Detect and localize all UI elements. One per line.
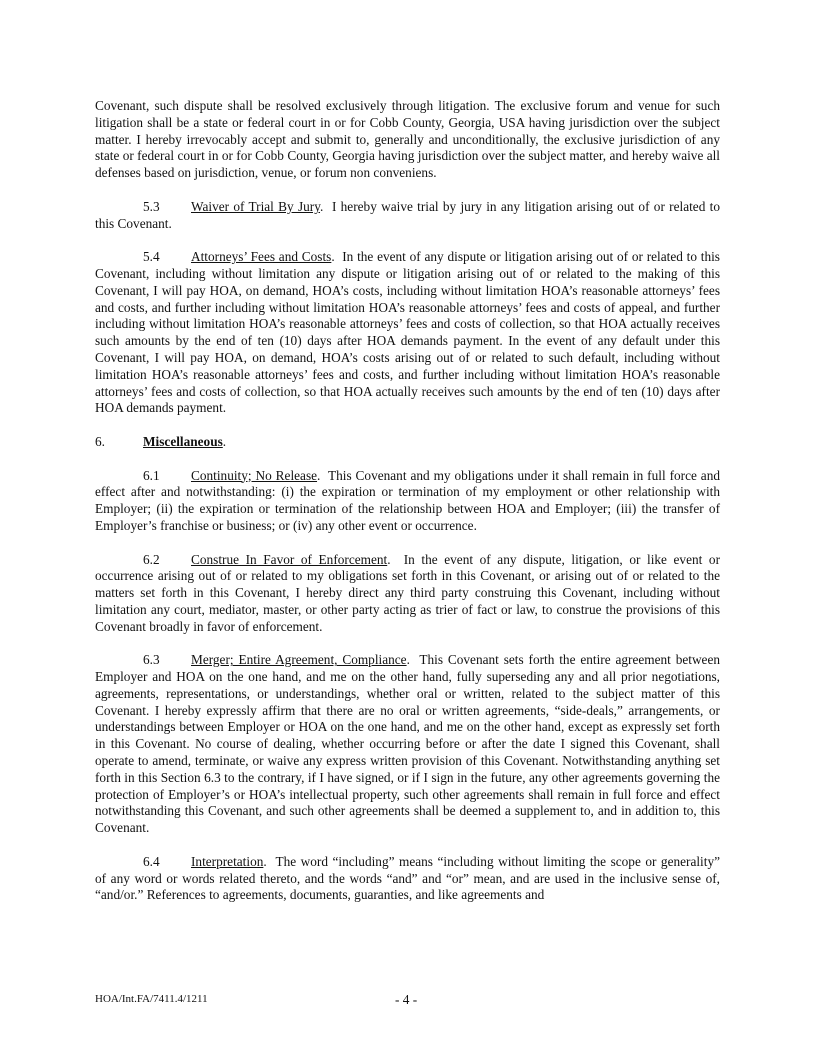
section-body: This Covenant and my obligations under it shall remain in full force and effect after and notwithstanding: (i) the expiration or termination of my employment or other relationship with Employer; (ii) the expiration or termination of the relationship between HOA and Employer; (iii) the transfer of Employer’s franchise or business; or (iv) any other event or occurrence. — [95, 467, 720, 533]
document-page — [95, 98, 720, 921]
continuation-paragraph: Covenant, such dispute shall be resolved exclusively through litigation. The exclusive forum and venue for such litigation shall be a state or federal court in or for Cobb County, Georgia, USA having jurisdiction over the subject matter. I hereby irrevocably accept and submit to, generally and unconditionally, the exclusive jurisdiction of any state or federal court in or for Cobb County, Georgia having jurisdiction over the subject matter, and hereby waive all defenses based on jurisdiction, venue, or forum non conveniens. — [95, 98, 720, 181]
section-title: Attorneys’ Fees and Costs — [191, 249, 332, 265]
section-number: 6.1 — [143, 467, 160, 483]
section-number: 6.2 — [143, 551, 160, 567]
section-6-2: 6.2 Construe In Favor of Enforcement. In the event of any dispute, litigation, or like event or occurrence arising out of or related to my obligations set forth in this Covenant, or arising out of or related to the matters set forth in this Covenant, I hereby direct any third party construing this Covenant, including without limitation any court, mediator, master, or other party acting as trier of fact or law, to construe the provisions of this Covenant broadly in favor of enforcement. — [95, 551, 720, 634]
section-5-4: 5.4 Attorneys’ Fees and Costs. In the event of any dispute or litigation arising out of or related to this Covenant, including without limitation any dispute or litigation arising out of or related to the making of this Covenant, I will pay HOA, on demand, HOA’s costs, including without limitation HOA’s reasonable attorneys’ fees and costs, and further including without limitation HOA’s reasonable attorneys’ fees and costs of appeal, and further including without limitation HOA’s reasonable attorneys’ fees and costs of collection, so that HOA actually receives such amounts by the end of ten (10) days after HOA demands payment. In the event of any default under this Covenant, I will pay HOA, on demand, HOA’s costs arising out of or related to such default, including without limitation HOA’s reasonable attorneys’ fees and costs, and further including without limitation HOA’s reasonable attorneys’ fees and costs of collection, so that HOA actually receives such amounts by the end of ten (10) days after HOA demands payment. — [95, 249, 720, 416]
section-title: Interpretation — [191, 853, 264, 869]
section-6-3: 6.3 Merger; Entire Agreement, Compliance. This Covenant sets forth the entire agreement between Employer and HOA on the one hand, and me on the other hand, fully superseding any and all prior negotiations, agreements, representations, or understandings, whether oral or written, related to the subject matter of this Covenant. I hereby expressly affirm that there are no oral or written agreements, “side-deals,” arrangements, or understandings between Employer or HOA on the one hand, and me on the other hand, except as expressly set forth in this Covenant. No course of dealing, whether occurring before or after the date I signed this Covenant, shall operate to amend, terminate, or waive any express written provision of this Covenant. Notwithstanding anything set forth in this Section 6.3 to the contrary, if I have signed, or if I sign in the future, any other agreements governing the protection of Employer’s or HOA’s intellectual property, such other agreements shall remain in full force and effect notwithstanding this Covenant, and such other agreements shall be deemed a supplement to, and in addition to, this Covenant. — [95, 652, 720, 836]
section-number: 5.3 — [143, 198, 160, 214]
section-title: Waiver of Trial By Jury — [191, 198, 321, 214]
section-body: This Covenant sets forth the entire agreement between Employer and HOA on the one hand, and me on the other hand, fully superseding any and all prior negotiations, agreements, representations, or understandings, whether oral or written, related to the subject matter of this Covenant. I hereby expressly affirm that there are no oral or written agreements, “side-deals,” arrangements, or understandings between Employer or HOA on the one hand, and me on the other hand, except as expressly set forth in this Covenant. No course of dealing, whether occurring before or after the date I signed this Covenant, shall operate to amend, terminate, or waive any express written provision of this Covenant. Notwithstanding anything set forth in this Section 6.3 to the contrary, if I have signed, or if I sign in the future, any other agreements governing the protection of Employer’s or HOA’s intellectual property, such other agreements shall remain in full force and effect notwithstanding this Covenant, and such other agreements shall be deemed a supplement to, and in addition to, this Covenant. — [95, 652, 720, 836]
document-id: HOA/Int.FA/7411.4/1211 — [95, 993, 208, 1005]
article-title: Miscellaneous — [143, 433, 223, 449]
section-number: 6.4 — [143, 853, 160, 869]
article-heading: 6. Miscellaneous. — [95, 433, 227, 449]
section-body: The word “including” means “including without limiting the scope or generality” of any word or words related thereto, and the words “and” and “or” mean, and are used in the inclusive sense of, “and/or.” References to agreements, documents, guaranties, and like agreements and — [95, 853, 720, 903]
article-number: 6. — [95, 433, 105, 449]
page-number: - 4 - — [395, 992, 418, 1007]
section-title: Merger; Entire Agreement, Compliance — [191, 652, 407, 668]
section-number: 5.4 — [143, 249, 160, 265]
section-body: In the event of any dispute, litigation, or like event or occurrence arising out of or related to my obligations set forth in this Covenant, or arising out of or related to the matters set forth in this Covenant, I hereby direct any third party construing this Covenant, including without limitation any court, mediator, master, or other party acting as trier of fact or law, to construe the provisions of this Covenant broadly in favor of enforcement. — [95, 551, 720, 634]
section-6-1: 6.1 Continuity; No Release. This Covenant and my obligations under it shall remain in full force and effect after and notwithstanding: (i) the expiration or termination of my employment or other relationship with Employer; (ii) the expiration or termination of the relationship between HOA and Employer; (iii) the transfer of Employer’s franchise or business; or (iv) any other event or occurrence. — [95, 467, 720, 533]
section-title: Construe In Favor of Enforcement — [191, 551, 388, 567]
section-6-4: 6.4 Interpretation. The word “including” means “including without limiting the scope or generality” of any word or words related thereto, and the words “and” and “or” mean, and are used in the inclusive sense of, “and/or.” References to agreements, documents, guaranties, and like agreements and — [95, 853, 720, 903]
section-title: Continuity; No Release — [191, 467, 318, 483]
section-5-3: 5.3 Waiver of Trial By Jury. I hereby waive trial by jury in any litigation arising out of or related to this Covenant. — [95, 198, 720, 231]
section-body: I hereby waive trial by jury in any litigation arising out of or related to this Covenant. — [95, 198, 720, 231]
section-number: 6.3 — [143, 652, 160, 668]
section-body: In the event of any dispute or litigation arising out of or related to this Covenant, including without limitation any dispute or litigation arising out of or related to the making of this Covenant, I will pay HOA, on demand, HOA’s costs, including without limitation HOA’s reasonable attorneys’ fees and costs, and further including without limitation HOA’s reasonable attorneys’ fees and costs of appeal, and further including without limitation HOA’s reasonable attorneys’ fees and costs of collection, so that HOA actually receives such amounts by the end of ten (10) days after HOA demands payment. In the event of any default under this Covenant, I will pay HOA, on demand, HOA’s costs arising out of or related to such default, including without limitation HOA’s reasonable attorneys’ fees and costs, and further including without limitation HOA’s reasonable attorneys’ fees and costs of collection, so that HOA actually receives such amounts by the end of ten (10) days after HOA demands payment. — [95, 249, 720, 416]
